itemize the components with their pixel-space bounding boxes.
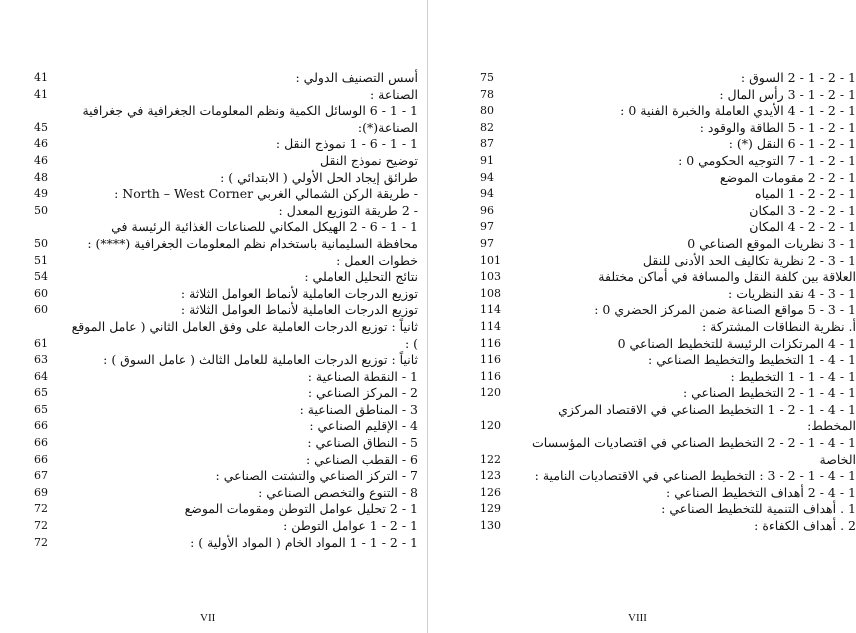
toc-entry-page-number: 49 — [34, 187, 48, 201]
toc-entry — [34, 253, 418, 270]
toc-entry-title: ثانياً : توزيع الدرجات العاملية على وفق العامل الثاني ( عامل الموقع ) : — [71, 318, 418, 351]
toc-entry — [480, 136, 856, 153]
toc-entry-title: 1 - 4 - 1 - 2 - 2 التخطيط الصناعي في اقتصاديات المؤسسات الخاصة — [532, 435, 856, 467]
toc-entry-page-number: 129 — [480, 502, 501, 516]
toc-entry — [34, 485, 418, 502]
toc-entry-page-number: 108 — [480, 286, 501, 300]
toc-entry-title: 2 . أهداف الكفاءة : — [754, 518, 856, 534]
toc-entry-page-number: 123 — [480, 469, 501, 483]
toc-entry-page-number: 96 — [480, 203, 494, 217]
toc-entry — [34, 269, 418, 286]
toc-entry — [34, 452, 418, 469]
toc-entry-title: 1 - 3 - 4 نقد النظريات : — [728, 285, 856, 301]
toc-entry-title: 1 - 2 - 2 - 4 المكان — [749, 219, 856, 235]
toc-entry — [480, 435, 856, 468]
toc-entry — [480, 186, 856, 203]
toc-entry — [480, 485, 856, 502]
toc-entry — [480, 518, 856, 535]
toc-entry-title: 1 - 2 - 1 - 2 السوق : — [740, 70, 856, 85]
toc-entry-title: 1 - 2 - 1 - 6 النقل (*) : — [728, 136, 856, 152]
toc-entry — [480, 170, 856, 187]
toc-entry-page-number: 65 — [34, 402, 48, 416]
toc-entry-title: 1 - 4 - 2 أهداف التخطيط الصناعي : — [666, 484, 856, 500]
toc-entry-title: 1 - 1 - 6 - 2 الهيكل المكاني للصناعات الغذائية الرئيسة في محافظة السليمانية باستخدام نظم المعلومات الجغرافية (****) : — [87, 219, 418, 251]
toc-entry-title: 1 - 4 - 1 - 2 - 3 : التخطيط الصناعي في الاقتصاديات النامية : — [534, 468, 856, 484]
toc-entry — [480, 203, 856, 220]
toc-entry-title: 1 - 4 - 1 - 1 التخطيط : — [730, 368, 856, 384]
toc-entry — [34, 219, 418, 252]
toc-entry-title: 1 - 4 - 1 - 2 - 1 التخطيط الصناعي في الاقتصاد المركزي المخطط: — [558, 401, 856, 434]
toc-entry-page-number: 72 — [34, 535, 48, 549]
toc-entry — [34, 352, 418, 369]
toc-entry-title: 1 - 1 - 6 الوسائل الكمية ونظم المعلومات الجغرافية في جغرافية الصناعة(*): — [82, 103, 418, 135]
toc-entry-page-number: 64 — [34, 369, 48, 383]
toc-entry — [480, 336, 856, 353]
toc-entry-title: 5 - النطاق الصناعي : — [307, 435, 418, 451]
toc-entry-title: 1 - 3 - 2 نظرية تكاليف الحد الأدنى للنقل — [642, 252, 856, 268]
toc-entry — [480, 402, 856, 435]
toc-entry-page-number: 50 — [34, 236, 48, 250]
toc-entry-title: 1 - 4 - 1 - 2 التخطيط الصناعي : — [682, 385, 856, 401]
toc-entry-title: 1 - 2 - 1 - 4 الأيدي العاملة والخبرة الفنية 0 : — [620, 103, 856, 119]
toc-entry — [34, 70, 418, 87]
toc-entry — [34, 535, 418, 552]
toc-entry-page-number: 126 — [480, 485, 501, 499]
toc-entry-title: 8 - التنوع والتخصص الصناعي : — [258, 484, 418, 500]
toc-entry — [34, 435, 418, 452]
toc-entry — [480, 87, 856, 104]
toc-entry-page-number: 46 — [34, 137, 48, 151]
toc-entry-page-number: 120 — [480, 419, 501, 433]
toc-entry-page-number: 130 — [480, 519, 501, 533]
toc-entry-page-number: 116 — [480, 369, 501, 383]
toc-entry-page-number: 61 — [34, 336, 48, 350]
toc-entry-page-number: 120 — [480, 386, 501, 400]
toc-entry-page-number: 46 — [34, 153, 48, 167]
toc-entry-page-number: 94 — [480, 187, 494, 201]
toc-entry-page-number: 41 — [34, 87, 48, 101]
toc-entry-page-number: 67 — [34, 469, 48, 483]
toc-entry — [34, 203, 418, 220]
toc-entry — [480, 70, 856, 87]
toc-entry — [34, 319, 418, 352]
right-page — [428, 0, 856, 633]
toc-entry-title: 1 - 2 تحليل عوامل التوطن ومقومات الموضع — [184, 501, 418, 517]
right-page-label: VIII — [628, 612, 647, 624]
toc-entry-title: خطوات العمل : — [336, 252, 418, 268]
toc-entry — [480, 103, 856, 120]
toc-entry-title: العلاقة بين كلفة النقل والمسافة في أماكن مختلفة — [598, 269, 856, 285]
toc-entry-page-number: 50 — [34, 203, 48, 217]
toc-entry-title: 3 - المناطق الصناعية : — [299, 401, 418, 417]
toc-entry-page-number: 116 — [480, 353, 501, 367]
toc-entry — [34, 518, 418, 535]
toc-entry — [34, 418, 418, 435]
toc-entry — [480, 385, 856, 402]
toc-entry-page-number: 91 — [480, 153, 494, 167]
toc-entry-page-number: 78 — [480, 87, 494, 101]
toc-entry-page-number: 114 — [480, 303, 501, 317]
toc-entry-page-number: 45 — [34, 120, 48, 134]
toc-entry — [480, 253, 856, 270]
toc-entry-page-number: 54 — [34, 270, 48, 284]
toc-entry-title: 1 - 4 المرتكزات الرئيسة للتخطيط الصناعي 0 — [617, 335, 856, 351]
toc-entry-title: 4 - الإقليم الصناعي : — [309, 418, 418, 434]
left-toc — [34, 70, 418, 551]
toc-entry-title: 1 - 2 - 2 - 1 المياه — [755, 186, 856, 202]
toc-entry-title: 1 - 2 - 2 مقومات الموضع — [719, 169, 856, 185]
toc-entry-title: أسس التصنيف الدولي : — [295, 70, 418, 85]
toc-entry-page-number: 69 — [34, 485, 48, 499]
toc-entry — [480, 219, 856, 236]
toc-entry-title: توزيع الدرجات العاملية لأنماط العوامل الثلاثة : — [180, 302, 418, 318]
toc-entry — [480, 269, 856, 286]
toc-entry-title: 1 - 2 - 1 - 5 الطاقة والوقود : — [699, 119, 856, 135]
toc-entry-title: توضيح نموذج النقل — [320, 152, 418, 168]
toc-entry — [480, 369, 856, 386]
toc-entry — [34, 302, 418, 319]
toc-entry — [34, 186, 418, 203]
toc-entry-title: أ. نظرية النطاقات المشتركة : — [701, 318, 856, 334]
toc-entry-page-number: 60 — [34, 303, 48, 317]
toc-entry — [34, 468, 418, 485]
toc-entry-title: توزيع الدرجات العاملية لأنماط العوامل الثلاثة : — [180, 285, 418, 301]
toc-entry-page-number: 101 — [480, 253, 501, 267]
toc-entry-title: 7 - التركز الصناعي والتشتت الصناعي : — [215, 468, 418, 484]
toc-entry — [34, 87, 418, 104]
toc-entry-page-number: 103 — [480, 270, 501, 284]
toc-entry — [34, 170, 418, 187]
toc-entry — [34, 103, 418, 136]
toc-entry-title: الصناعة : — [369, 86, 418, 102]
toc-entry-page-number: 51 — [34, 253, 48, 267]
toc-entry-title: طرائق إيجاد الحل الأولي ( الابتدائي ) : — [220, 169, 418, 185]
toc-entry — [34, 286, 418, 303]
toc-entry — [34, 369, 418, 386]
toc-entry-title: 1 - 2 - 1 عوامل التوطن : — [283, 518, 418, 534]
toc-entry — [480, 302, 856, 319]
toc-entry — [34, 501, 418, 518]
toc-entry-page-number: 114 — [480, 319, 501, 333]
toc-entry-page-number: 65 — [34, 386, 48, 400]
toc-entry-title: 6 - القطب الصناعي : — [306, 451, 418, 467]
toc-entry-page-number: 122 — [480, 452, 501, 466]
toc-entry-title: 1 - 2 - 1 - 3 رأس المال : — [719, 86, 856, 102]
toc-entry-page-number: 116 — [480, 336, 501, 350]
toc-entry-page-number: 48 — [34, 170, 48, 184]
toc-entry-page-number: 87 — [480, 137, 494, 151]
toc-entry-title: 1 - 2 - 1 - 7 التوجيه الحكومي 0 : — [678, 152, 856, 168]
toc-entry-page-number: 60 — [34, 286, 48, 300]
toc-entry-title: نتائج التحليل العاملي : — [304, 269, 418, 285]
toc-entry-title: 2 - المركز الصناعي : — [307, 385, 418, 401]
toc-entry-page-number: 94 — [480, 170, 494, 184]
toc-entry-page-number: 97 — [480, 236, 494, 250]
toc-entry — [480, 120, 856, 137]
toc-entry-page-number: 80 — [480, 104, 494, 118]
toc-entry-page-number: 41 — [34, 71, 48, 84]
toc-entry — [480, 153, 856, 170]
toc-entry-title: - 2 طريقة التوزيع المعدل : — [278, 202, 418, 218]
toc-entry — [480, 319, 856, 336]
toc-entry-page-number: 72 — [34, 502, 48, 516]
toc-entry-page-number: 63 — [34, 353, 48, 367]
toc-entry — [480, 236, 856, 253]
toc-entry-title: - طريقة الركن الشمالي الغربي North – West Corner : — [114, 186, 418, 202]
toc-entry — [480, 501, 856, 518]
toc-entry-title: 1 - 3 - 5 مواقع الصناعة ضمن المركز الحضري 0 : — [594, 302, 856, 318]
toc-entry-page-number: 66 — [34, 419, 48, 433]
left-page-label: VII — [200, 612, 216, 624]
toc-entry-title: 1 - 2 - 1 - 1 المواد الخام ( المواد الأولية ) : — [190, 534, 418, 550]
toc-entry — [34, 385, 418, 402]
toc-entry-title: 1 - 2 - 2 - 3 المكان — [749, 202, 856, 218]
toc-entry-title: 1 . أهداف التنمية للتخطيط الصناعي : — [661, 501, 856, 517]
toc-entry-page-number: 66 — [34, 452, 48, 466]
toc-entry-page-number: 72 — [34, 519, 48, 533]
toc-entry-title: 1 - النقطة الصناعية : — [307, 368, 418, 384]
toc-entry — [34, 153, 418, 170]
toc-entry — [34, 402, 418, 419]
toc-entry-page-number: 97 — [480, 220, 494, 234]
toc-entry-page-number: 82 — [480, 120, 494, 134]
toc-entry-page-number: 66 — [34, 436, 48, 450]
toc-entry — [480, 468, 856, 485]
toc-entry-title: 1 - 4 - 1 التخطيط والتخطيط الصناعي : — [648, 352, 856, 368]
toc-entry-title: 1 - 3 نظريات الموقع الصناعي 0 — [687, 235, 856, 251]
toc-entry — [34, 136, 418, 153]
toc-entry-title: 1 - 1 - 6 - 1 نموذج النقل : — [275, 136, 418, 152]
toc-entry — [480, 286, 856, 303]
toc-entry-page-number: 75 — [480, 71, 494, 84]
right-toc — [480, 70, 856, 535]
toc-entry-title: ثانياً : توزيع الدرجات العاملية للعامل الثالث ( عامل السوق ) : — [103, 352, 418, 368]
toc-entry — [480, 352, 856, 369]
